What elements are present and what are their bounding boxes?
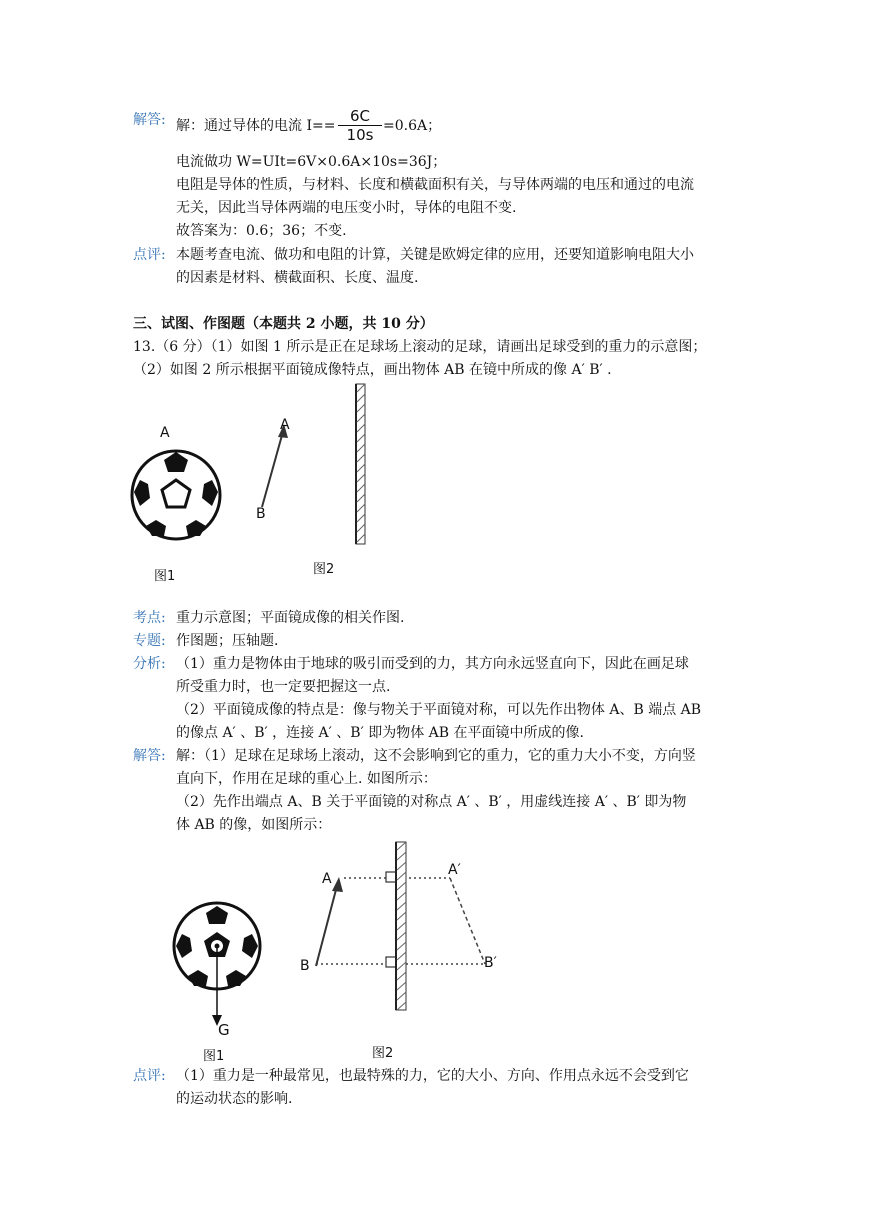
section-title: 三、试图、作图题（本题共 2 小题，共 10 分） (133, 316, 434, 332)
answer-line-5: 故答案为：0.6；36；不变. (176, 223, 347, 239)
point-a-prime-label: A′ (448, 862, 461, 878)
answer2-label: 解答: (133, 748, 166, 764)
answer2-line-1: 解：（1）足球在足球场上滚动，这不会影响到它的重力，它的重力大小不变，方向竖 (176, 748, 696, 764)
fenxi-line-1: （1）重力是物体由于地球的吸引而受到的力，其方向永远竖直向下，因此在画足球 (176, 656, 689, 672)
object-ab-line (316, 882, 338, 966)
object-ab-line (262, 428, 284, 507)
answer-label: 解答: (133, 112, 166, 128)
answer-line-2: 电流做功 W=UIt=6V×0.6A×10s=36J； (176, 154, 447, 170)
soccer-ball-icon (132, 451, 220, 539)
answer-line-4: 无关，因此当导体两端的电压变小时，导体的电阻不变. (176, 200, 517, 216)
fraction (338, 108, 382, 144)
comment2-label: 点评: (133, 1068, 166, 1084)
point-a-top-label: A (280, 417, 290, 433)
figure-1-caption: 图1 (154, 569, 176, 584)
fraction-denominator: 10s (338, 125, 382, 144)
point-b-label-2: B (300, 958, 310, 974)
point-a-label: A (160, 425, 170, 441)
answer-figures (160, 840, 540, 1060)
fenxi-line-3: （2）平面镜成像的特点是：像与物关于平面镜对称，可以先作出物体 A、B 端点 AB (176, 702, 702, 718)
image-ab-dashed (450, 878, 485, 964)
plane-mirror (396, 842, 406, 1010)
arrow-head-icon (332, 877, 343, 892)
gravity-label: G (218, 1021, 230, 1039)
right-angle-marker-a (386, 872, 396, 882)
answer2-line-2: 直向下，作用在足球的重心上. 如图所示： (176, 771, 437, 787)
point-b-label: B (256, 506, 266, 522)
zhuanti-label: 专题: (133, 633, 166, 649)
figure-2-caption: 图2 (313, 562, 335, 577)
kaodian-label: 考点: (133, 610, 166, 626)
answer-line-1-post: =0.6A； (383, 118, 442, 134)
answer2-line-3: （2）先作出端点 A、B 关于平面镜的对称点 A′ 、B′ ，用虚线连接 A′ 、B′ 即为物 (176, 794, 687, 810)
comment2-line-2: 的运动状态的影响. (176, 1091, 293, 1107)
question-figures (120, 380, 400, 580)
comment-line-1: 本题考查电流、做功和电阻的计算，关键是欧姆定律的应用，还要知道影响电阻大小 (176, 247, 694, 263)
right-angle-marker-b (386, 957, 396, 967)
comment2-line-1: （1）重力是一种最常见，也最特殊的力，它的大小、方向、作用点永远不会受到它 (176, 1068, 689, 1084)
figure-2-caption-2: 图2 (372, 1046, 394, 1061)
plane-mirror (356, 384, 365, 544)
answer2-line-4: 体 AB 的像，如图所示： (176, 817, 332, 833)
zhuanti-text: 作图题；压轴题. (176, 633, 279, 649)
figure-1-caption-2: 图1 (203, 1049, 225, 1064)
answer-line-1-pre: 解：通过导体的电流 I== (176, 118, 336, 134)
fenxi-line-2: 所受重力时，也一定要把握这一点. (176, 679, 391, 695)
point-a-label-2: A (322, 871, 332, 887)
answer-line-3: 电阻是导体的性质，与材料、长度和横截面积有关，与导体两端的电压和通过的电流 (176, 177, 694, 193)
question-line-1: 13.（6 分）（1）如图 1 所示是正在足球场上滚动的足球，请画出足球受到的重力的示意图； (133, 339, 707, 355)
fenxi-line-4: 的像点 A′ 、B′ ，连接 A′ 、B′ 即为物体 AB 在平面镜中所成的像. (176, 725, 584, 741)
comment-line-2: 的因素是材料、横截面积、长度、温度. (176, 270, 419, 286)
point-b-prime-label: B′ (484, 955, 497, 971)
fraction-numerator: 6C (349, 107, 371, 125)
fenxi-label: 分析: (133, 656, 166, 672)
question-line-2: （2）如图 2 所示根据平面镜成像特点，画出物体 AB 在镜中所成的像 A′ B′ . (133, 362, 612, 378)
soccer-ball-gravity-icon (174, 903, 260, 1026)
kaodian-text: 重力示意图；平面镜成像的相关作图. (176, 610, 405, 626)
comment-label: 点评: (133, 247, 166, 263)
